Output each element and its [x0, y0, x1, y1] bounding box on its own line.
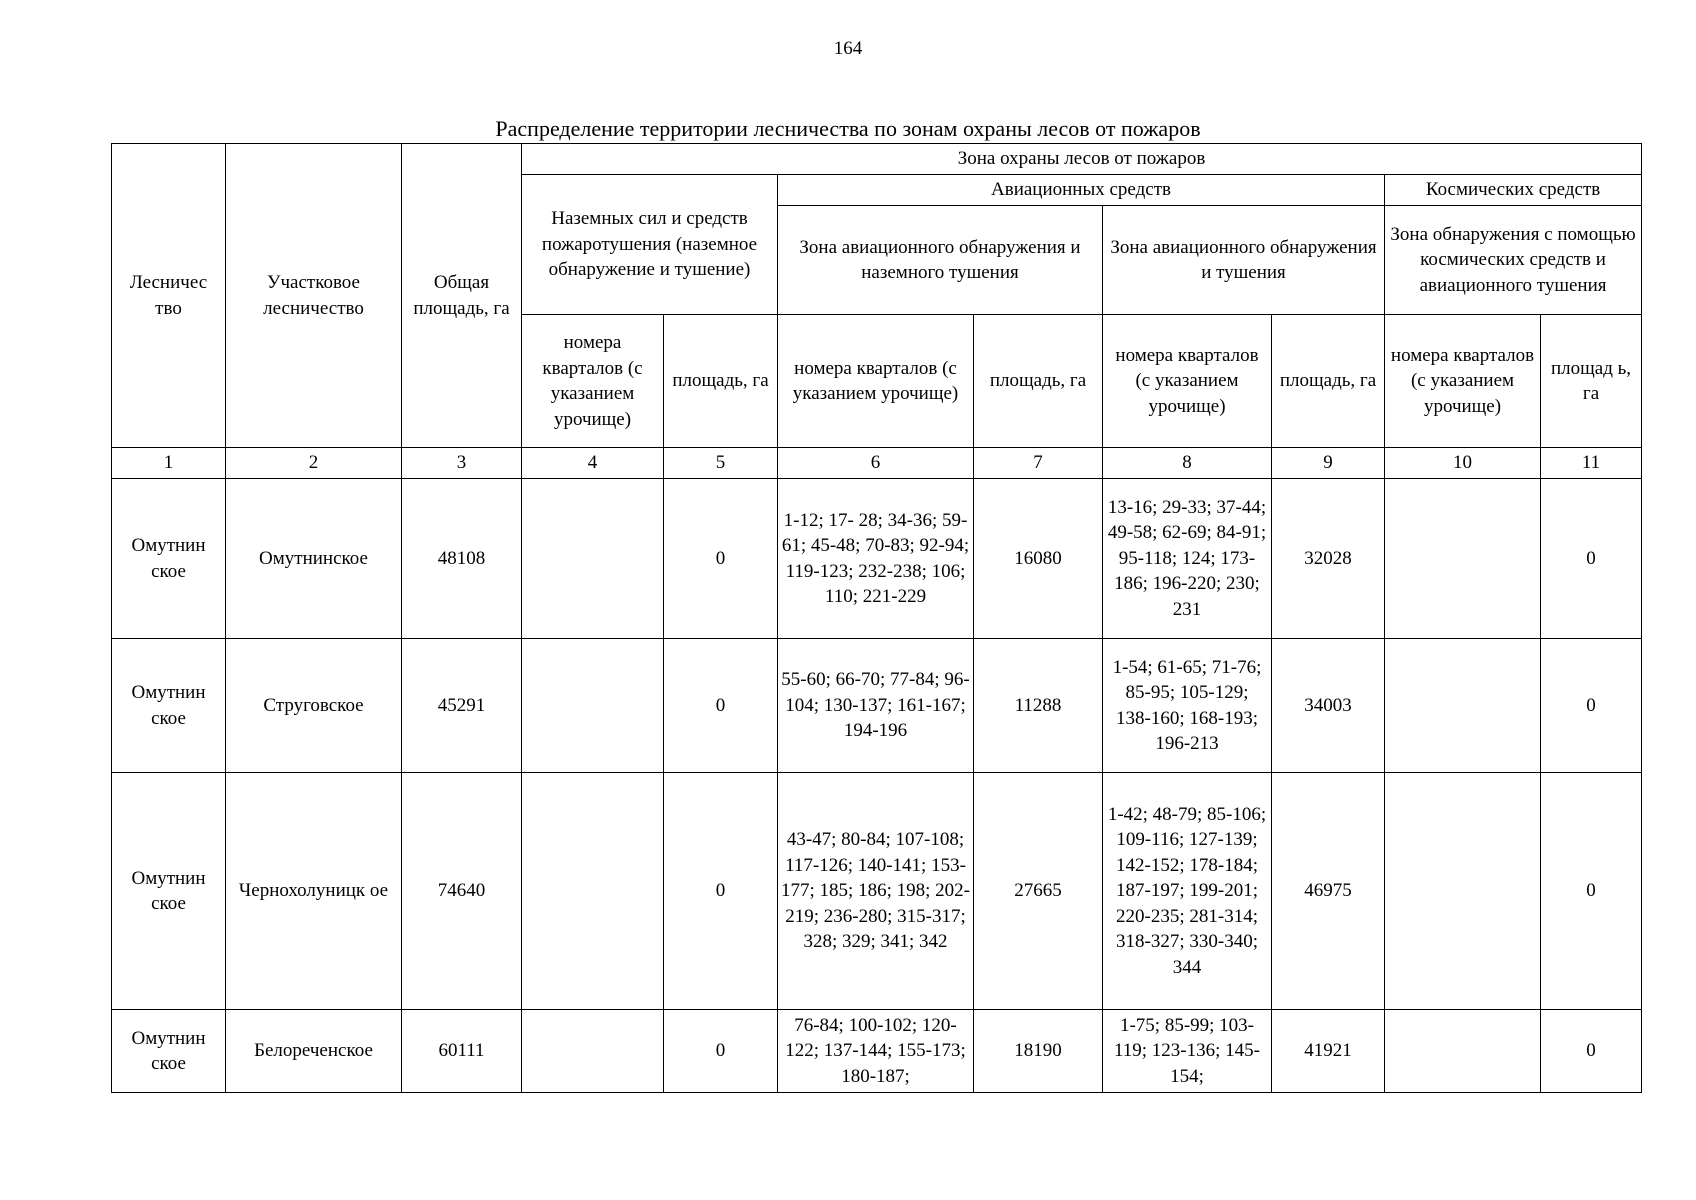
- cell-space-area: 0: [1541, 639, 1642, 773]
- table-title: Распределение территории лесничества по зонам охраны лесов от пожаров: [495, 116, 1201, 141]
- cell-ground-quarters: [522, 773, 664, 1010]
- header-aviation-zone-2: Зона авиационного обнаружения и тушения: [1103, 206, 1385, 315]
- column-number: 4: [522, 448, 664, 479]
- cell-total: 48108: [402, 479, 522, 639]
- cell-av1-quarters: 76-84; 100-102; 120-122; 137-144; 155-173; 180-187;: [778, 1010, 974, 1093]
- cell-space-area: 0: [1541, 773, 1642, 1010]
- cell-ground-quarters: [522, 1010, 664, 1093]
- header-space-zone: Зона обнаружения с помощью космических средств и авиационного тушения: [1385, 206, 1642, 315]
- column-number: 6: [778, 448, 974, 479]
- header-aviation-zone-1: Зона авиационного обнаружения и наземного тушения: [778, 206, 1103, 315]
- cell-total: 60111: [402, 1010, 522, 1093]
- cell-av1-area: 16080: [974, 479, 1103, 639]
- cell-av1-area: 27665: [974, 773, 1103, 1010]
- cell-district: Струговское: [226, 639, 402, 773]
- header-ground-quarters: номера кварталов (с указанием урочище): [522, 315, 664, 448]
- cell-av2-quarters: 1-75; 85-99; 103-119; 123-136; 145-154;: [1103, 1010, 1272, 1093]
- cell-ground-quarters: [522, 639, 664, 773]
- cell-ground-area: 0: [664, 479, 778, 639]
- cell-total: 45291: [402, 639, 522, 773]
- cell-total: 74640: [402, 773, 522, 1010]
- header-district: Участковое лесничество: [226, 144, 402, 448]
- header-av1-quarters: номера кварталов (с указанием урочище): [778, 315, 974, 448]
- cell-av2-area: 41921: [1272, 1010, 1385, 1093]
- column-number: 1: [112, 448, 226, 479]
- table-row: [112, 773, 1642, 1010]
- cell-av2-quarters: 13-16; 29-33; 37-44; 49-58; 62-69; 84-91; 95-118; 124; 173-186; 196-220; 230; 231: [1103, 479, 1272, 639]
- table-row: [112, 479, 1642, 639]
- cell-av1-quarters: 1-12; 17- 28; 34-36; 59-61; 45-48; 70-83; 92-94; 119-123; 232-238; 106; 110; 221-229: [778, 479, 974, 639]
- cell-av2-area: 32028: [1272, 479, 1385, 639]
- cell-space-area: 0: [1541, 1010, 1642, 1093]
- header-aviation: Авиационных средств: [778, 175, 1385, 206]
- header-space-area: площад ь, га: [1541, 315, 1642, 448]
- cell-ground-quarters: [522, 479, 664, 639]
- cell-district: Омутнинское: [226, 479, 402, 639]
- cell-district: Чернохолуницк ое: [226, 773, 402, 1010]
- header-av2-area: площадь, га: [1272, 315, 1385, 448]
- column-number: 5: [664, 448, 778, 479]
- table-row: [112, 1010, 1642, 1093]
- cell-space-quarters: [1385, 773, 1541, 1010]
- cell-forestry: Омутнин ское: [112, 1010, 226, 1093]
- fire-zone-table: [111, 143, 1642, 1093]
- cell-av2-area: 34003: [1272, 639, 1385, 773]
- cell-ground-area: 0: [664, 773, 778, 1010]
- column-number: 9: [1272, 448, 1385, 479]
- cell-ground-area: 0: [664, 639, 778, 773]
- column-numbers-row: [112, 448, 1642, 479]
- cell-av1-quarters: 43-47; 80-84; 107-108; 117-126; 140-141; 153-177; 185; 186; 198; 202-219; 236-280; 315-317; 328; 329; 341; 342: [778, 773, 974, 1010]
- column-number: 3: [402, 448, 522, 479]
- header-forestry: Лесничес тво: [112, 144, 226, 448]
- header-av1-area: площадь, га: [974, 315, 1103, 448]
- column-number: 8: [1103, 448, 1272, 479]
- cell-space-quarters: [1385, 479, 1541, 639]
- header-space-quarters: номера кварталов (с указанием урочище): [1385, 315, 1541, 448]
- header-row-1: [112, 144, 1642, 175]
- cell-av2-area: 46975: [1272, 773, 1385, 1010]
- cell-av1-area: 18190: [974, 1010, 1103, 1093]
- column-number: 10: [1385, 448, 1541, 479]
- cell-space-area: 0: [1541, 479, 1642, 639]
- cell-forestry: Омутнин ское: [112, 773, 226, 1010]
- cell-forestry: Омутнин ское: [112, 479, 226, 639]
- header-total-area: Общая площадь, га: [402, 144, 522, 448]
- column-number: 11: [1541, 448, 1642, 479]
- cell-forestry: Омутнин ское: [112, 639, 226, 773]
- header-space: Космических средств: [1385, 175, 1642, 206]
- page-number: 164: [833, 38, 863, 59]
- cell-space-quarters: [1385, 639, 1541, 773]
- cell-av1-area: 11288: [974, 639, 1103, 773]
- cell-ground-area: 0: [664, 1010, 778, 1093]
- cell-district: Белореченское: [226, 1010, 402, 1093]
- cell-space-quarters: [1385, 1010, 1541, 1093]
- cell-av2-quarters: 1-42; 48-79; 85-106; 109-116; 127-139; 142-152; 178-184; 187-197; 199-201; 220-235; 281-314; 318-327; 330-340; 344: [1103, 773, 1272, 1010]
- header-ground: Наземных сил и средств пожаротушения (наземное обнаружение и тушение): [522, 175, 778, 315]
- column-number: 2: [226, 448, 402, 479]
- header-av2-quarters: номера кварталов (с указанием урочище): [1103, 315, 1272, 448]
- header-ground-area: площадь, га: [664, 315, 778, 448]
- column-number: 7: [974, 448, 1103, 479]
- header-fire-zone: Зона охраны лесов от пожаров: [522, 144, 1642, 175]
- cell-av1-quarters: 55-60; 66-70; 77-84; 96-104; 130-137; 161-167; 194-196: [778, 639, 974, 773]
- cell-av2-quarters: 1-54; 61-65; 71-76; 85-95; 105-129; 138-160; 168-193; 196-213: [1103, 639, 1272, 773]
- table-row: [112, 639, 1642, 773]
